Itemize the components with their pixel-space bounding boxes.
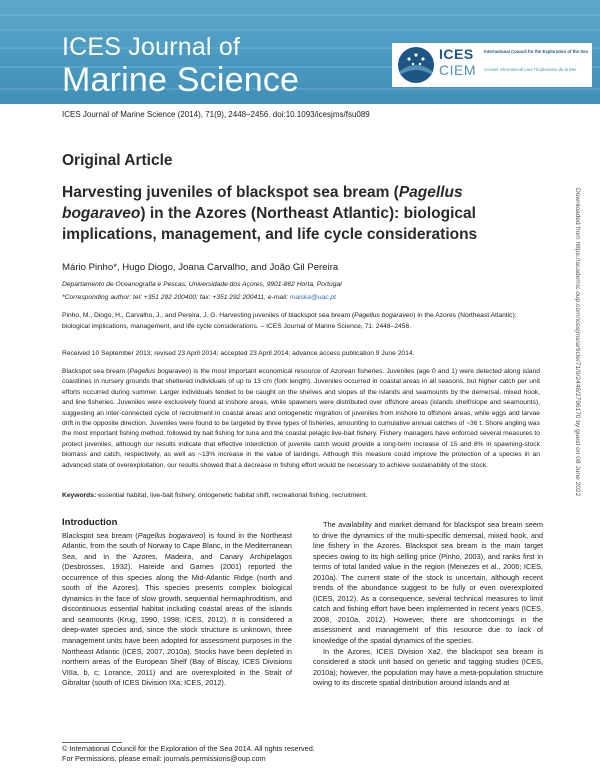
received-dates: Received 10 September 2013; revised 23 April 2014; accepted 23 April 2014; advance access publication 9 June 2014. (62, 350, 415, 357)
journal-name-line2: Marine Science (62, 61, 300, 99)
keywords-text: essential habitat, live-bait fishery, ontogenetic habitat shift, recreational fishing, recruitment. (98, 492, 368, 499)
intro-paragraph-1 (62, 531, 292, 689)
body-column-left (62, 518, 292, 689)
abstract-species: Pagellus bogaraveo (129, 368, 189, 375)
title-text-pre: Harvesting juveniles of blackspot sea bream ( (62, 184, 399, 201)
intro-p1-post: ) is found in the Northeast Atlantic, from the south of Norway to Cape Blanc, in the Mediterranean Sea, and in the Azores, Madeira, and Canary Archipelagos (Desbrosses, 1932). Hareide and Garnes (2001) reported the occurrence of this species along the Mid-Atlantic Ridge (north and south of the Azores). This species presents complex biological dynamics in the face of slow growth, sequential hermaphroditism, and discontinuous essential habitat including coastal areas of the islands and seamounts (Krug, 1990, 1998; ICES, 2012). It is considered a deep-water species and, since the stock structure is unknown, three management units have been adopted for assessment purposes in the Northeast Atlantic (ICES, 2007, 2010a). Stocks have been depleted in northern areas of the European Shelf (Bay of Biscay, ICES Divisions VIIIa, b, c; Lorance, 2011) and are overexploited in the Strait of Gibraltar (south of ICES Division IXa; ICES, 2012). (62, 530, 292, 688)
keywords (62, 492, 540, 499)
intro-species: Pagellus bogaraveo (137, 530, 204, 540)
copyright-line: © International Council for the Exploration of the Sea 2014. All rights reserved. (62, 744, 315, 753)
logo-ciem-text: CIEM (439, 62, 476, 78)
affiliation: Departamento de Oceanografia e Pescas, Universidade dos Açores, 9901-862 Horta, Portugal (62, 281, 342, 288)
journal-name-line1: ICES Journal of (62, 33, 241, 61)
ices-globe-icon (396, 45, 436, 85)
logo-french-name: Conseil International pour l'Exploration de la Mer (484, 67, 577, 72)
abstract-pre: Blackspot sea bream ( (62, 368, 130, 375)
logo-english-name: International Council for the Exploration of the Sea (484, 49, 588, 54)
intro-paragraph-2: The availability and market demand for blackspot sea bream seem to drive the dynamics of the multi-specific demersal, mixed hook, and line fishery in the Azores. Blackspot sea bream is the main target species owing to its high selling price (Pinho, 2003), and ranks first in terms of total landed value in the region (Menezes et al., 2006; ICES, 2010a). The current state of the stock is uncertain, although recent trends of the abundance suggest to be fully or even overexploited (ICES, 2012). As a consequence, several technical measures to limit catch and fishing effort have been implemented in recent years (ICES, 2008, 2010a, 2012). However, there are shortcomings in the assessment and management of this resource due to lack of knowledge of the spatial dynamics of the species. (313, 520, 543, 646)
ices-logo (392, 43, 592, 87)
correspondence (62, 294, 336, 301)
journal-citation: ICES Journal of Marine Science (2014), 71(9), 2448–2456. doi:10.1093/icesjms/fsu089 (62, 110, 370, 119)
how-to-cite (62, 311, 540, 332)
intro-heading: Introduction (62, 517, 118, 528)
intro-paragraph-3: In the Azores, ICES Division Xa2, the blackspot sea bream is considered a stock unit based on genetic and tagging studies (ICES, 2010a); however, the population may have a meta-population structure owing to its discrete spatial distribution around islands and at (313, 646, 543, 688)
abstract-post: ) is the most important economical resource of Azorean fisheries. Juveniles (age 0 and 1) were detected along island coastlines in nursery grounds that sheltered individuals of up to 13 cm (fork length). Juveniles occurred in coastal areas in all seasons, but higher catch per unit efforts occurred during summer. Larger individuals tended to be caught on the shelves and slopes of the islands and seamounts by the demersal, mixed hook, and line fisheries. Juveniles were exclusively found at inshore areas, while spawners were distributed over offshore areas (islands shelf/slope and seamounts), suggesting an inter-connected cycle of recruitment in coastal areas and ontogenetic migration of juveniles from inshore to offshore areas, while eggs and larvae drift in the opposite direction. Juveniles were found to be targeted by three types of fisheries, amounting to cumulative annual catches of ~36 t. Shore angling was the most important fishing method, followed by bait fishing for tuna and the coastal pelagic live-bait fishery. Fishery managers have enforced several measures to protect juveniles, although our results indicate that effective interdiction of juvenile catch would provide a long-term increase of 15 and 8% in spawning-stock biomass and catch, respectively, as well as ~13% increase in the value of landings. Although this measure could improve the protection of a species in an advanced state of overexploitation, our results showed that a decrease in fishing effort would be necessary to achieve sustainability of the stock. (62, 368, 540, 469)
cite-text-pre: Pinho, M., Diogo, H., Carvalho, J., and Pereira, J. G. Harvesting juveniles of blackspot sea bream ( (62, 312, 355, 319)
permissions-line: For Permissions, please email: journals.permissions@oup.com (62, 754, 266, 763)
journal-banner (0, 0, 600, 104)
download-watermark-text: Downloaded from https://academic.oup.com/icesjms/article/71/9/2448/2796170 by guest on 08 June 2022 (574, 188, 581, 497)
footer-divider (62, 742, 122, 743)
correspondence-text: *Corresponding author: tel: +351 292 200400; fax: +351 292 200411; e-mail: (62, 294, 288, 301)
keywords-label: Keywords: (62, 492, 97, 499)
article-title (62, 182, 548, 245)
copyright-footer (62, 744, 315, 764)
body-column-right (313, 520, 543, 689)
intro-p1-pre: Blackspot sea bream ( (62, 530, 138, 540)
title-text-post: ) in the Azores (Northeast Atlantic): biological implications, management, and life cycle considerations (62, 205, 478, 243)
section-label: Original Article (62, 152, 173, 169)
correspondence-email-link[interactable]: maiska@uac.pt (289, 294, 336, 301)
title-species: Pagellus bogaraveo (62, 184, 463, 222)
author-list: Mário Pinho*, Hugo Diogo, Joana Carvalho, and João Gil Pereira (62, 262, 339, 273)
download-watermark (571, 188, 583, 608)
journal-name (62, 34, 299, 99)
cite-species: Pagellus bogaraveo (354, 312, 414, 319)
logo-ices-text: ICES (439, 46, 474, 62)
abstract (62, 367, 540, 471)
cite-text-post: ) in the Azores (Northeast Atlantic): biological implications, management, and life cycle considerations. – ICES Journal of Marine Science, 71: 2448–2456. (62, 312, 517, 330)
